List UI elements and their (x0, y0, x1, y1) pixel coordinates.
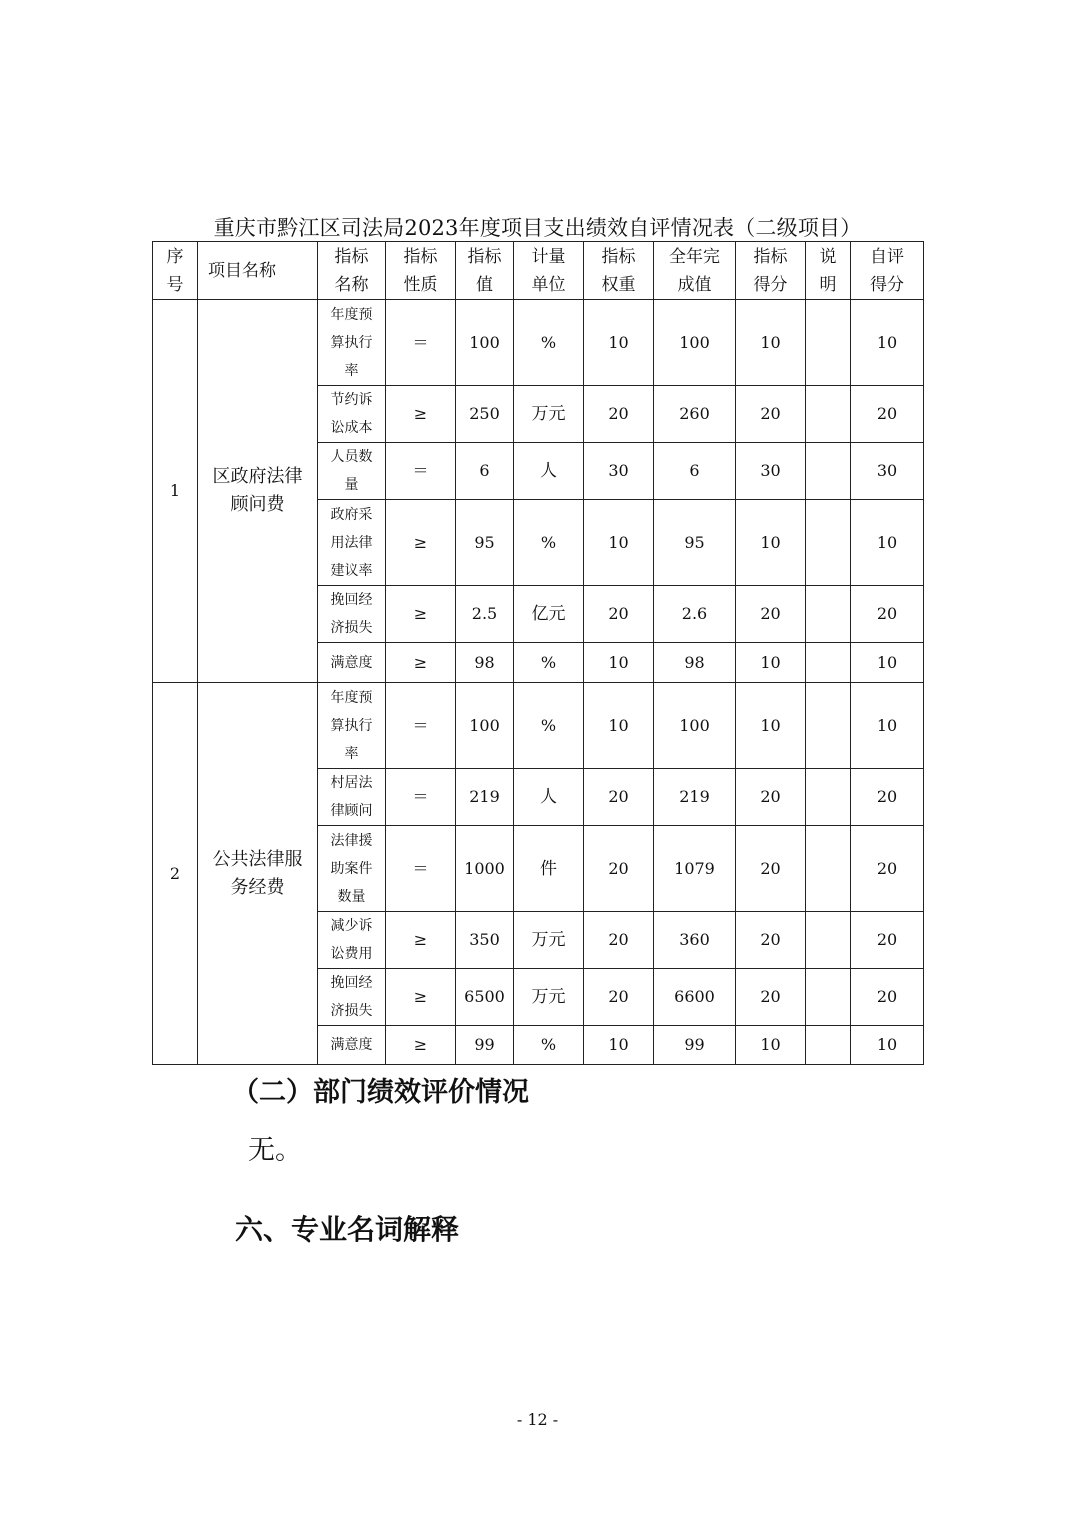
cell-nature: ≥ (386, 643, 456, 683)
cell-unit: 人 (514, 769, 584, 826)
cell-project-no: 2 (153, 683, 198, 1065)
header-indicator-nature: 指标 性质 (386, 242, 456, 300)
section-body-text: 无。 (248, 1135, 302, 1166)
cell-weight: 10 (584, 683, 654, 769)
cell-indicator-name: 法律援 助案件 数量 (318, 826, 386, 912)
cell-unit: 万元 (514, 386, 584, 443)
cell-actual: 99 (654, 1026, 736, 1065)
cell-score: 20 (736, 586, 806, 643)
cell-note (806, 586, 851, 643)
header-note: 说 明 (806, 242, 851, 300)
cell-weight: 20 (584, 586, 654, 643)
cell-note (806, 969, 851, 1026)
page-number: - 12 - (516, 1410, 559, 1429)
cell-weight: 20 (584, 386, 654, 443)
section-heading-dept-evaluation: （二）部门绩效评价情况 (232, 1077, 529, 1108)
cell-note (806, 683, 851, 769)
cell-note (806, 443, 851, 500)
cell-nature: ≥ (386, 386, 456, 443)
cell-weight: 10 (584, 500, 654, 586)
cell-indicator-name: 满意度 (318, 1026, 386, 1065)
cell-self-score: 30 (851, 443, 924, 500)
cell-unit: % (514, 643, 584, 683)
cell-weight: 10 (584, 300, 654, 386)
cell-unit: 万元 (514, 912, 584, 969)
header-actual: 全年完 成值 (654, 242, 736, 300)
cell-score: 10 (736, 683, 806, 769)
cell-project-name: 公共法律服 务经费 (198, 683, 318, 1065)
cell-unit: % (514, 683, 584, 769)
header-row (153, 242, 924, 300)
cell-nature: ＝ (386, 300, 456, 386)
cell-score: 10 (736, 500, 806, 586)
cell-indicator-name: 节约诉 讼成本 (318, 386, 386, 443)
cell-value: 350 (456, 912, 514, 969)
cell-actual: 95 (654, 500, 736, 586)
cell-indicator-name: 年度预 算执行 率 (318, 300, 386, 386)
cell-note (806, 912, 851, 969)
cell-unit: 万元 (514, 969, 584, 1026)
cell-nature: ＝ (386, 443, 456, 500)
performance-table (152, 241, 924, 1065)
cell-score: 20 (736, 969, 806, 1026)
table-title: 重庆市黔江区司法局2023年度项目支出绩效自评情况表（二级项目） (213, 216, 862, 240)
cell-value: 1000 (456, 826, 514, 912)
cell-note (806, 500, 851, 586)
cell-actual: 98 (654, 643, 736, 683)
cell-note (806, 386, 851, 443)
cell-note (806, 826, 851, 912)
table-row (153, 683, 924, 769)
cell-actual: 6600 (654, 969, 736, 1026)
cell-note (806, 300, 851, 386)
cell-project-name: 区政府法律 顾问费 (198, 300, 318, 683)
cell-actual: 2.6 (654, 586, 736, 643)
header-unit: 计量 单位 (514, 242, 584, 300)
cell-actual: 260 (654, 386, 736, 443)
header-score: 指标 得分 (736, 242, 806, 300)
cell-indicator-name: 村居法 律顾问 (318, 769, 386, 826)
header-no: 序 号 (153, 242, 198, 300)
cell-weight: 20 (584, 826, 654, 912)
cell-score: 20 (736, 769, 806, 826)
cell-nature: ≥ (386, 500, 456, 586)
cell-nature: ＝ (386, 769, 456, 826)
cell-indicator-name: 挽回经 济损失 (318, 586, 386, 643)
cell-weight: 20 (584, 969, 654, 1026)
cell-indicator-name: 人员数 量 (318, 443, 386, 500)
cell-value: 95 (456, 500, 514, 586)
cell-indicator-name: 年度预 算执行 率 (318, 683, 386, 769)
cell-unit: 人 (514, 443, 584, 500)
cell-unit: % (514, 300, 584, 386)
cell-value: 99 (456, 1026, 514, 1065)
cell-self-score: 20 (851, 586, 924, 643)
header-self-score: 自评 得分 (851, 242, 924, 300)
cell-indicator-name: 减少诉 讼费用 (318, 912, 386, 969)
cell-actual: 100 (654, 683, 736, 769)
cell-nature: ≥ (386, 586, 456, 643)
cell-weight: 30 (584, 443, 654, 500)
cell-value: 100 (456, 300, 514, 386)
cell-actual: 360 (654, 912, 736, 969)
cell-weight: 20 (584, 912, 654, 969)
cell-score: 30 (736, 443, 806, 500)
header-indicator-name: 指标 名称 (318, 242, 386, 300)
cell-score: 10 (736, 1026, 806, 1065)
cell-nature: ≥ (386, 1026, 456, 1065)
table-header (153, 242, 924, 300)
cell-self-score: 20 (851, 912, 924, 969)
cell-actual: 100 (654, 300, 736, 386)
cell-unit: 亿元 (514, 586, 584, 643)
header-weight: 指标 权重 (584, 242, 654, 300)
cell-indicator-name: 满意度 (318, 643, 386, 683)
cell-unit: 件 (514, 826, 584, 912)
cell-nature: ＝ (386, 683, 456, 769)
cell-note (806, 769, 851, 826)
cell-indicator-name: 政府采 用法律 建议率 (318, 500, 386, 586)
cell-weight: 10 (584, 643, 654, 683)
cell-note (806, 643, 851, 683)
cell-weight: 20 (584, 769, 654, 826)
table-body (153, 300, 924, 1065)
cell-self-score: 20 (851, 386, 924, 443)
cell-project-no: 1 (153, 300, 198, 683)
cell-self-score: 10 (851, 683, 924, 769)
cell-actual: 6 (654, 443, 736, 500)
cell-nature: ≥ (386, 969, 456, 1026)
cell-self-score: 20 (851, 826, 924, 912)
table-row (153, 300, 924, 386)
cell-self-score: 20 (851, 969, 924, 1026)
cell-self-score: 10 (851, 500, 924, 586)
cell-self-score: 10 (851, 300, 924, 386)
cell-score: 20 (736, 386, 806, 443)
cell-self-score: 10 (851, 643, 924, 683)
cell-self-score: 20 (851, 769, 924, 826)
cell-value: 2.5 (456, 586, 514, 643)
cell-score: 10 (736, 300, 806, 386)
cell-score: 20 (736, 912, 806, 969)
header-project-name: 项目名称 (198, 242, 318, 300)
cell-actual: 219 (654, 769, 736, 826)
cell-indicator-name: 挽回经 济损失 (318, 969, 386, 1026)
cell-actual: 1079 (654, 826, 736, 912)
section-heading-terms: 六、专业名词解释 (235, 1213, 460, 1246)
cell-value: 6500 (456, 969, 514, 1026)
cell-score: 10 (736, 643, 806, 683)
cell-unit: % (514, 1026, 584, 1065)
cell-nature: ≥ (386, 912, 456, 969)
cell-value: 100 (456, 683, 514, 769)
cell-value: 250 (456, 386, 514, 443)
cell-nature: ＝ (386, 826, 456, 912)
header-indicator-value: 指标 值 (456, 242, 514, 300)
cell-value: 219 (456, 769, 514, 826)
cell-unit: % (514, 500, 584, 586)
cell-value: 6 (456, 443, 514, 500)
cell-weight: 10 (584, 1026, 654, 1065)
cell-note (806, 1026, 851, 1065)
cell-value: 98 (456, 643, 514, 683)
cell-score: 20 (736, 826, 806, 912)
cell-self-score: 10 (851, 1026, 924, 1065)
